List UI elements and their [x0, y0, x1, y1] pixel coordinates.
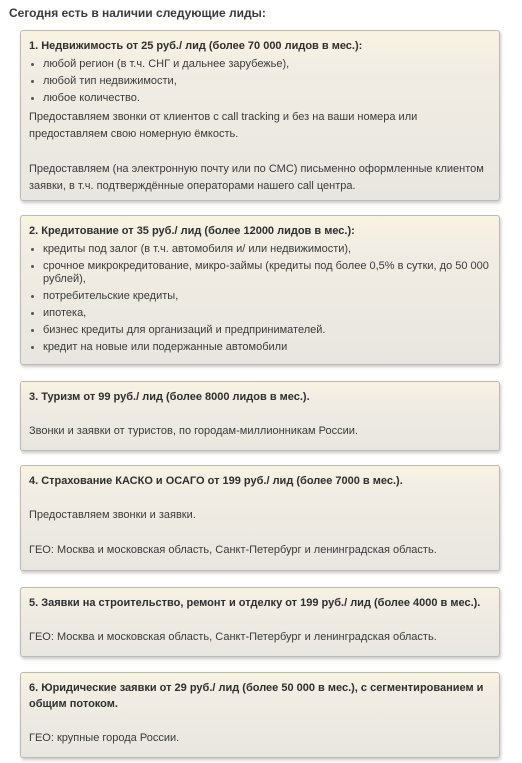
bullet-icon: [31, 265, 34, 268]
lead-card-tourism: [20, 381, 500, 451]
card-title: 1. Недвижимость от 25 руб./ лид (более 70 000 лидов в мес.):: [29, 40, 363, 52]
card-paragraph: Предоставляем звонки от клиентов с call tracking и без на ваши номера или предоставляем свою номерную ёмкость.: [29, 111, 418, 140]
bullet-icon: [31, 63, 34, 66]
card-title: 6. Юридические заявки от 29 руб./ лид (более 50 000 в мес.), с сегментированием и общим потоком.: [29, 682, 484, 710]
card-paragraph: Предоставляем звонки и заявки.: [29, 509, 196, 521]
card-paragraph: ГЕО: Москва и московская область, Санкт-Петербург и ленинградская область.: [29, 631, 437, 643]
card-title: 3. Туризм от 99 руб./ лид (более 8000 лидов в мес.).: [29, 391, 310, 403]
card-title: 4. Страхование КАСКО и ОСАГО от 199 руб./ лид (более 7000 в мес.).: [29, 475, 403, 487]
list-item: бизнес кредиты для организаций и предпринимателей.: [29, 324, 491, 337]
bullet-icon: [31, 329, 34, 332]
lead-card-legal: [20, 672, 500, 758]
bullet-icon: [31, 80, 34, 83]
list-item: ипотека,: [29, 307, 491, 320]
lead-card-credit: [20, 215, 500, 365]
bullet-icon: [31, 295, 34, 298]
bullet-icon: [31, 97, 34, 100]
card-paragraph: ГЕО: крупные города России.: [29, 732, 180, 744]
list-item: срочное микрокредитование, микро-займы (кредиты под более 0,5% в сутки, до 50 000 рублей),: [29, 260, 491, 286]
card-title: 5. Заявки на строительство, ремонт и отделку от 199 руб./ лид (более 4000 в мес.).: [29, 597, 481, 609]
bullet-icon: [31, 248, 34, 251]
bullet-icon: [31, 346, 34, 349]
card-paragraph: Звонки и заявки от туристов, по городам-миллионникам России.: [29, 425, 358, 437]
lead-card-construction: [20, 587, 500, 657]
list-item: любой тип недвижимости,: [29, 75, 491, 88]
lead-card-real-estate: [20, 30, 500, 201]
card-paragraph: ГЕО: Москва и московская область, Санкт-Петербург и ленинградская область.: [29, 544, 437, 556]
list-item: кредиты под залог (в т.ч. автомобиля и/ или недвижимости),: [29, 243, 491, 256]
card-paragraph: Предоставляем (на электронную почту или по СМС) письменно оформленные клиентом заявки, в т.ч. подтверждённые операторами нашего call центра.: [29, 163, 484, 192]
bullet-list: [29, 243, 491, 354]
intro-heading: Сегодня есть в наличии следующие лиды:: [9, 6, 266, 20]
lead-card-insurance: [20, 465, 500, 571]
list-item: любой регион (в т.ч. СНГ и дальнее зарубежье),: [29, 58, 491, 71]
bullet-list: [29, 58, 491, 105]
bullet-icon: [31, 312, 34, 315]
card-title: 2. Кредитование от 35 руб./ лид (более 12000 лидов в мес.):: [29, 225, 355, 237]
list-item: кредит на новые или подержанные автомобили: [29, 341, 491, 354]
list-item: потребительские кредиты,: [29, 290, 491, 303]
list-item: любое количество.: [29, 92, 491, 105]
